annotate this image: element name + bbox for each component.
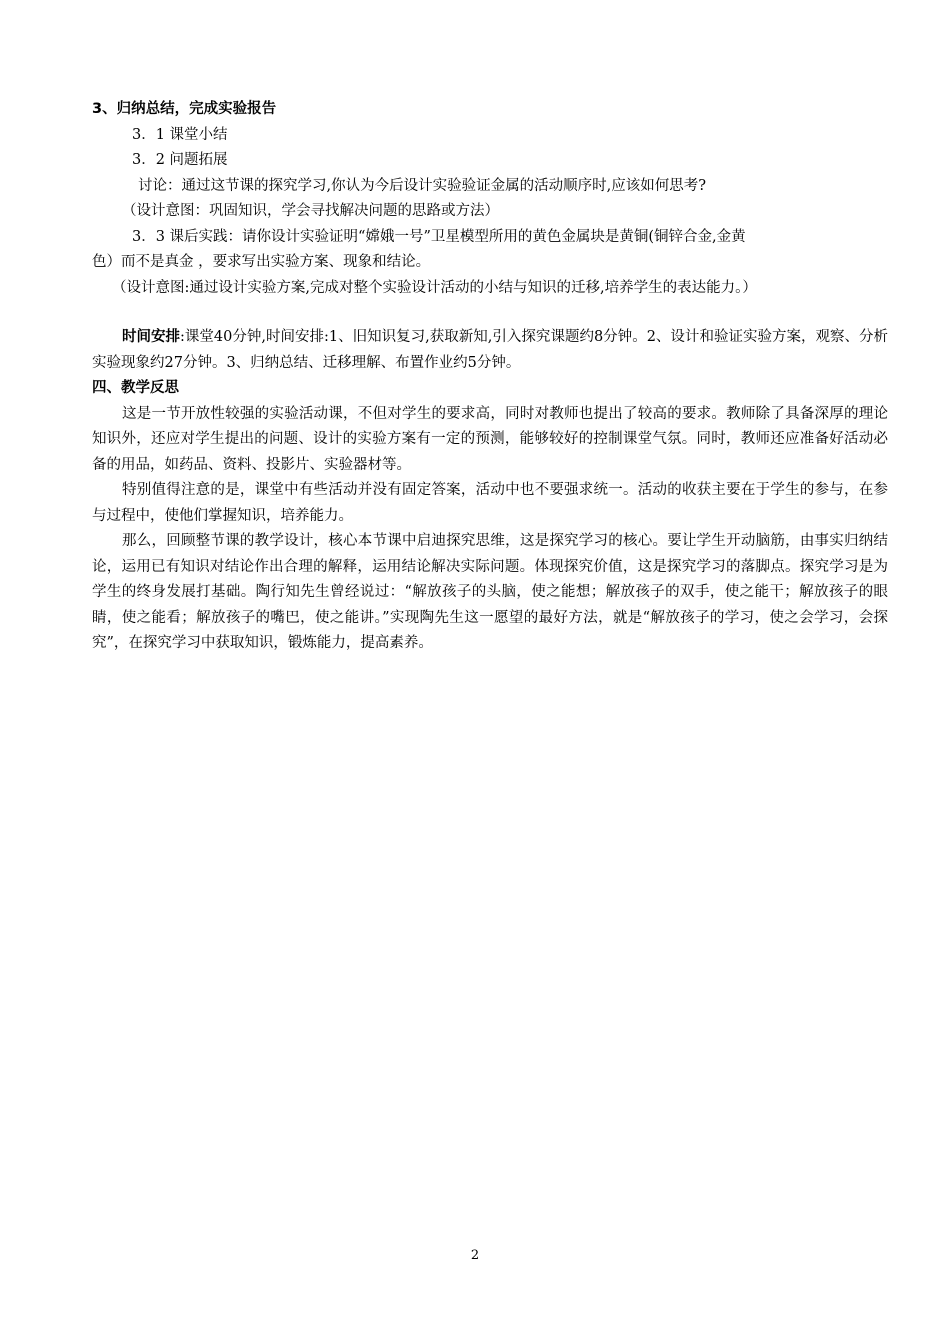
section-3-heading: 3、归纳总结，完成实验报告 bbox=[92, 101, 277, 117]
discussion-question: 讨论：通过这节课的探究学习,你认为今后设计实验验证金属的活动顺序时,应该如何思考? bbox=[138, 177, 706, 194]
time-arrangement-label: 时间安排 bbox=[122, 329, 181, 345]
reflection-paragraph-3: 那么，回顾整节课的教学设计，核心本节课中启迪探究思维，这是探究学习的核心。要让学生开动脑筋，由事实归纳结论，运用已有知识对结论作出合理的解释，运用结论解决实际问题。体现探究价值，这是探究学习的落脚点。探究学习是为学生的终身发展打基础。陶行知先生曾经说过：“解放孩子的头脑，使之能想；解放孩子的双手，使之能干；解放孩子的眼睛，使之能看；解放孩子的嘴巴，使之能讲。”实现陶先生这一愿望的最好方法，就是“解放孩子的学习，使之会学习，会探究”，在探究学习中获取知识，锻炼能力，提高素养。 bbox=[92, 533, 888, 651]
reflection-paragraph-1: 这是一节开放性较强的实验活动课，不但对学生的要求高，同时对教师也提出了较高的要求。教师除了具备深厚的理论知识外，还应对学生提出的问题、设计的实验方案有一定的预测，能够较好的控制课堂气氛。同时，教师还应准备好活动必备的用品，如药品、资料、投影片、实验器材等。 bbox=[92, 405, 888, 473]
time-arrangement-paragraph bbox=[92, 325, 888, 376]
page-content bbox=[92, 97, 888, 657]
section-4-heading: 四、教学反思 bbox=[92, 380, 179, 396]
page-number: 2 bbox=[470, 1248, 480, 1263]
item-3-3-line-2: 色）而不是真金 ，要求写出实验方案、现象和结论。 bbox=[92, 254, 431, 270]
item-3-3-line-1: 3．3 课后实践：请你设计实验证明“嫦娥一号”卫星模型所用的黄色金属块是黄铜(铜锌合金,金黄 bbox=[132, 228, 746, 245]
blank-line bbox=[92, 301, 888, 325]
time-arrangement-text: :课堂40分钟,时间安排:1、旧知识复习,获取新知,引入探究课题约8分钟。2、设计和验证实验方案，观察、分析实验现象约27分钟。3、归纳总结、迁移理解、布置作业约5分钟。 bbox=[92, 329, 888, 371]
item-3-2-problem-extension: 3．2 问题拓展 bbox=[132, 152, 228, 168]
design-intent-1: （设计意图：巩固知识，学会寻找解决问题的思路或方法） bbox=[122, 203, 499, 219]
design-intent-2: （设计意图:通过设计实验方案,完成对整个实验设计活动的小结与知识的迁移,培养学生的表达能力。） bbox=[112, 279, 757, 296]
item-3-1-class-summary: 3．1 课堂小结 bbox=[132, 126, 228, 143]
reflection-paragraph-2: 特别值得注意的是，课堂中有些活动并没有固定答案，活动中也不要强求统一。活动的收获主要在于学生的参与，在参与过程中，使他们掌握知识，培养能力。 bbox=[92, 482, 888, 524]
